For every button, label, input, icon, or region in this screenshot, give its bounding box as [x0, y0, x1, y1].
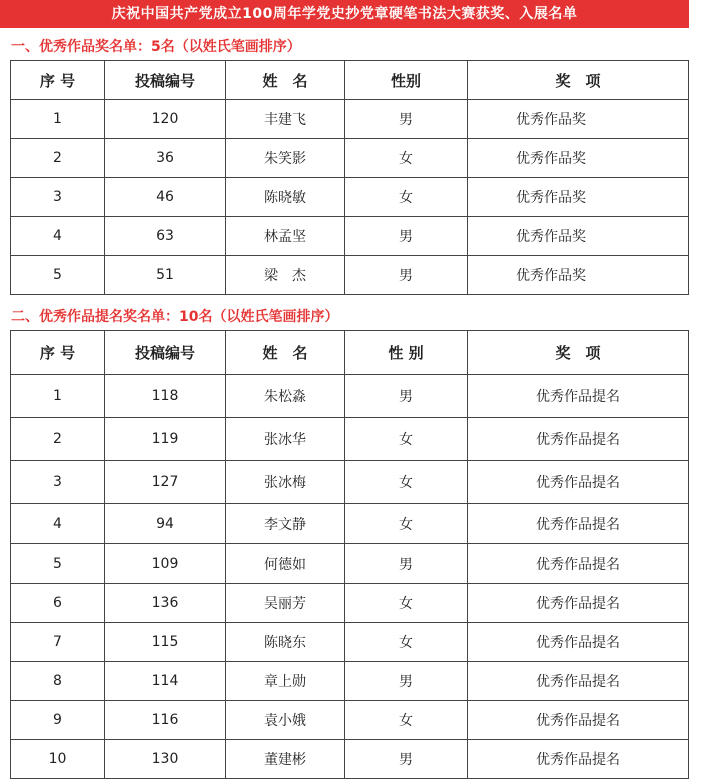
cell-name: 朱松淼	[226, 375, 345, 418]
table-header-row	[11, 61, 689, 100]
cell-index: 5	[11, 544, 105, 584]
cell-gender: 女	[345, 504, 468, 544]
table-row	[11, 100, 689, 139]
header-index: 序 号	[11, 331, 105, 375]
section2-title: 二、优秀作品提名奖名单：10名（以姓氏笔画排序）	[11, 309, 339, 325]
table-row	[11, 544, 689, 584]
header-gender: 性别	[345, 61, 468, 100]
table-row	[11, 662, 689, 701]
cell-submission-number: 127	[105, 461, 226, 504]
cell-index: 7	[11, 623, 105, 662]
header-name: 姓 名	[226, 331, 345, 375]
table-row	[11, 375, 689, 418]
cell-name: 林孟坚	[226, 217, 345, 256]
cell-name: 袁小娥	[226, 701, 345, 740]
cell-gender: 女	[345, 418, 468, 461]
cell-award: 优秀作品奖	[468, 256, 689, 295]
cell-index: 6	[11, 584, 105, 623]
table-row	[11, 623, 689, 662]
cell-submission-number: 136	[105, 584, 226, 623]
cell-index: 4	[11, 217, 105, 256]
table-row	[11, 139, 689, 178]
cell-award: 优秀作品奖	[468, 139, 689, 178]
cell-gender: 女	[345, 623, 468, 662]
cell-submission-number: 130	[105, 740, 226, 779]
excellent-award-table	[10, 60, 689, 295]
cell-award: 优秀作品奖	[468, 178, 689, 217]
header-gender: 性 别	[345, 331, 468, 375]
table-row	[11, 256, 689, 295]
header-name: 姓 名	[226, 61, 345, 100]
section1-title: 一、优秀作品奖名单：5名（以姓氏笔画排序）	[11, 39, 301, 55]
cell-submission-number: 118	[105, 375, 226, 418]
header-index: 序 号	[11, 61, 105, 100]
cell-award: 优秀作品提名	[468, 418, 689, 461]
cell-submission-number: 36	[105, 139, 226, 178]
cell-submission-number: 116	[105, 701, 226, 740]
table-row	[11, 418, 689, 461]
cell-index: 5	[11, 256, 105, 295]
cell-submission-number: 63	[105, 217, 226, 256]
header-award: 奖 项	[468, 331, 689, 375]
cell-gender: 男	[345, 544, 468, 584]
cell-award: 优秀作品奖	[468, 100, 689, 139]
cell-name: 丰建飞	[226, 100, 345, 139]
nomination-award-table	[10, 330, 689, 779]
cell-index: 8	[11, 662, 105, 701]
table-row	[11, 740, 689, 779]
cell-name: 何德如	[226, 544, 345, 584]
cell-gender: 男	[345, 256, 468, 295]
cell-submission-number: 120	[105, 100, 226, 139]
cell-award: 优秀作品提名	[468, 662, 689, 701]
table-row	[11, 504, 689, 544]
cell-name: 张冰梅	[226, 461, 345, 504]
cell-gender: 女	[345, 701, 468, 740]
cell-gender: 女	[345, 139, 468, 178]
cell-name: 陈晓敏	[226, 178, 345, 217]
cell-gender: 男	[345, 217, 468, 256]
cell-submission-number: 94	[105, 504, 226, 544]
header-award: 奖 项	[468, 61, 689, 100]
table-row	[11, 584, 689, 623]
header-submission-number: 投稿编号	[105, 61, 226, 100]
cell-award: 优秀作品奖	[468, 217, 689, 256]
cell-index: 4	[11, 504, 105, 544]
cell-gender: 男	[345, 662, 468, 701]
cell-submission-number: 114	[105, 662, 226, 701]
cell-index: 9	[11, 701, 105, 740]
cell-award: 优秀作品提名	[468, 544, 689, 584]
cell-award: 优秀作品提名	[468, 375, 689, 418]
cell-gender: 女	[345, 584, 468, 623]
cell-gender: 男	[345, 375, 468, 418]
table-row	[11, 217, 689, 256]
cell-name: 吴丽芳	[226, 584, 345, 623]
header-submission-number: 投稿编号	[105, 331, 226, 375]
cell-award: 优秀作品提名	[468, 461, 689, 504]
cell-name: 章上勋	[226, 662, 345, 701]
table-row	[11, 461, 689, 504]
table-header-row	[11, 331, 689, 375]
cell-gender: 男	[345, 740, 468, 779]
cell-award: 优秀作品提名	[468, 740, 689, 779]
cell-name: 李文静	[226, 504, 345, 544]
cell-index: 1	[11, 100, 105, 139]
cell-index: 2	[11, 139, 105, 178]
cell-submission-number: 119	[105, 418, 226, 461]
cell-name: 朱笑影	[226, 139, 345, 178]
cell-name: 陈晓东	[226, 623, 345, 662]
cell-award: 优秀作品提名	[468, 584, 689, 623]
cell-gender: 女	[345, 178, 468, 217]
cell-name: 梁 杰	[226, 256, 345, 295]
cell-index: 3	[11, 461, 105, 504]
cell-award: 优秀作品提名	[468, 623, 689, 662]
cell-submission-number: 46	[105, 178, 226, 217]
cell-index: 2	[11, 418, 105, 461]
cell-index: 10	[11, 740, 105, 779]
table-row	[11, 178, 689, 217]
cell-award: 优秀作品提名	[468, 504, 689, 544]
table-row	[11, 701, 689, 740]
cell-name: 董建彬	[226, 740, 345, 779]
cell-submission-number: 109	[105, 544, 226, 584]
cell-gender: 男	[345, 100, 468, 139]
cell-index: 3	[11, 178, 105, 217]
cell-submission-number: 51	[105, 256, 226, 295]
cell-name: 张冰华	[226, 418, 345, 461]
cell-gender: 女	[345, 461, 468, 504]
cell-award: 优秀作品提名	[468, 701, 689, 740]
cell-index: 1	[11, 375, 105, 418]
cell-submission-number: 115	[105, 623, 226, 662]
page-banner-title: 庆祝中国共产党成立100周年学党史抄党章硬笔书法大赛获奖、入展名单	[0, 0, 689, 28]
